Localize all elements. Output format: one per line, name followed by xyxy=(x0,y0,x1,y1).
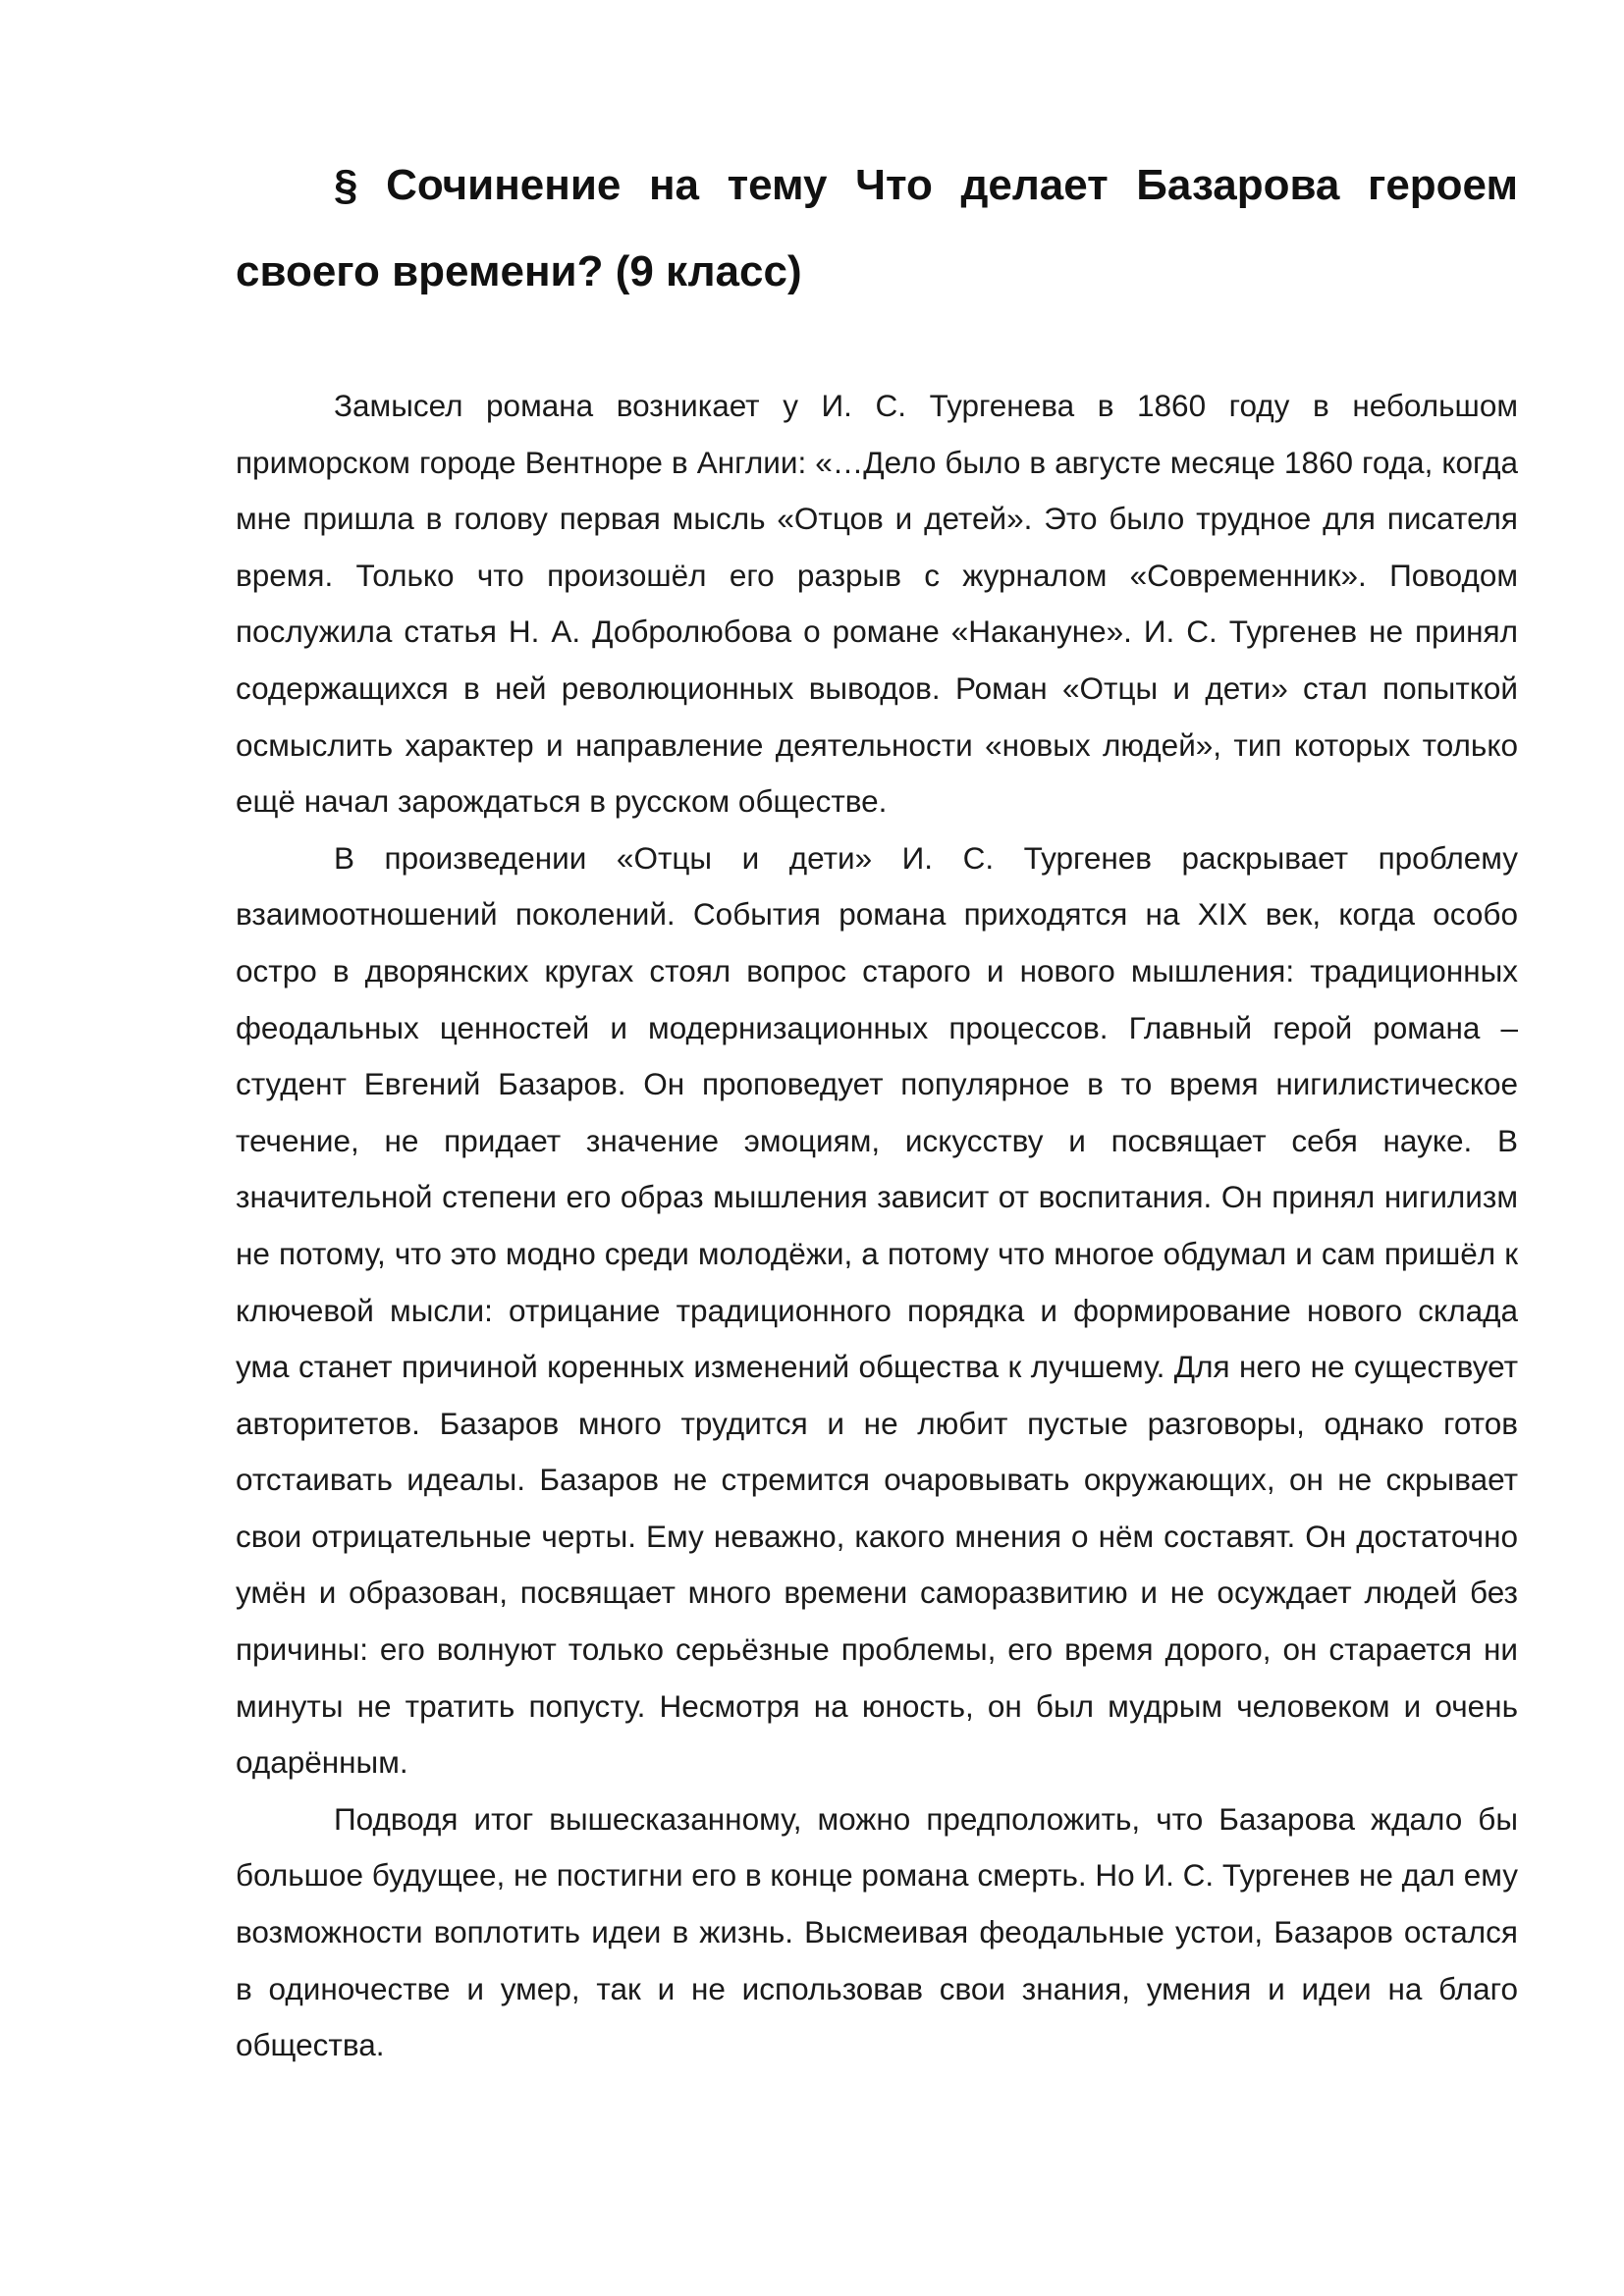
document-title: § Сочинение на тему Что делает Базарова героем своего времени? (9 класс) xyxy=(236,161,1518,295)
paragraph-main: В произведении «Отцы и дети» И. С. Тургенев раскрывает проблему взаимоотношений поколений. События романа приходятся на XIX век, когда особо остро в дворянских кругах стоял вопрос старого и нового мышления: традиционных феодальных ценностей и модернизационных процессов. Главный герой романа – студент Евгений Базаров. Он проповедует популярное в то время нигилистическое течение, не придает значение эмоциям, искусству и посвящает себя науке. В значительной степени его образ мышления зависит от воспитания. Он принял нигилизм не потому, что это модно среди молодёжи, а потому что многое обдумал и сам пришёл к ключевой мысли: отрицание традиционного порядка и формирование нового склада ума станет причиной коренных изменений общества к лучшему. Для него не существует авторитетов. Базаров много трудится и не любит пустые разговоры, однако готов отстаивать идеалы. Базаров не стремится очаровывать окружающих, он не скрывает свои отрицательные черты. Ему неважно, какого мнения о нём составят. Он достаточно умён и образован, посвящает много времени саморазвитию и не осуждает людей без причины: его волнуют только серьёзные проблемы, его время дорого, он старается ни минуты не тратить попусту. Несмотря на юность, он был мудрым человеком и очень одарённым. xyxy=(236,839,1518,1781)
paragraph-conclusion: Подводя итог вышесказанному, можно предположить, что Базарова ждало бы большое будущее, не постигни его в конце романа смерть. Но И. С. Тургенев не дал ему возможности воплотить идеи в жизнь. Высмеивая феодальные устои, Базаров остался в одиночестве и умер, так и не использовав свои знания, умения и идеи на благо общества. xyxy=(236,1800,1518,2063)
paragraph-intro: Замысел романа возникает у И. С. Тургенева в 1860 году в небольшом приморском городе Вентноре в Англии: «…Дело было в августе месяце 1860 года, когда мне пришла в голову первая мысль «Отцов и детей». Это было трудное для писателя время. Только что произошёл его разрыв с журналом «Современник». Поводом послужила статья Н. А. Добролюбова о романе «Накануне». И. С. Тургенев не принял содержащихся в ней революционных выводов. Роман «Отцы и дети» стал попыткой осмыслить характер и направление деятельности «новых людей», тип которых только ещё начал зарождаться в русском обществе. xyxy=(236,388,1518,820)
document-body xyxy=(236,378,1518,2074)
document-page xyxy=(236,142,1518,2074)
